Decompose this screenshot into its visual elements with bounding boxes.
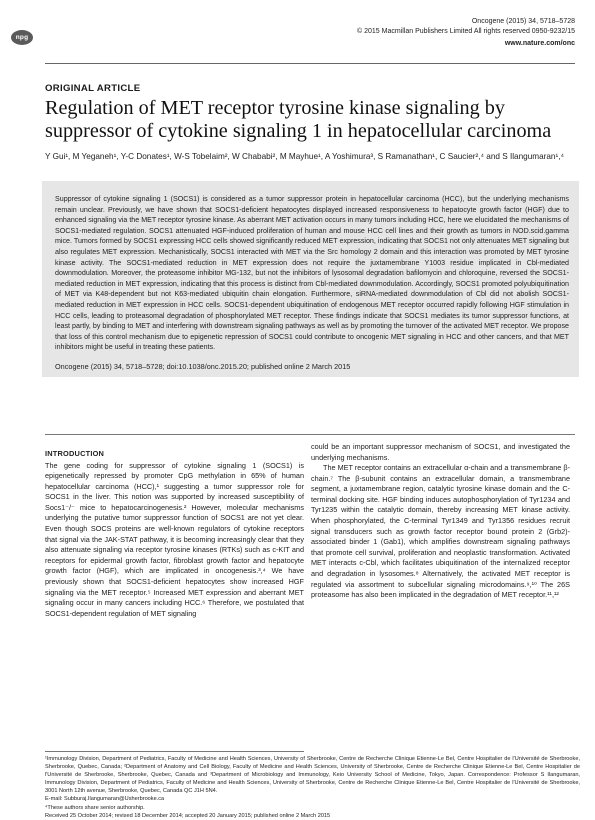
- article-citation: Oncogene (2015) 34, 5718–5728; doi:10.1038/onc.2015.20; published online 2 March 2015: [55, 362, 351, 371]
- abstract-text: Suppressor of cytokine signaling 1 (SOCS1) is considered as a tumor suppressor protein in hepatocellular carcinoma (HCC), but the underlying mechanisms remain unclear. Previously, we have shown that SOCS1-deficient hepatocytes displayed increased responsiveness to hepatocyte growth factor (HGF) due to enhanced signaling via the MET receptor tyrosine kinase. As aberrant MET activation occurs in many tumors including HCC, here we elucidated the mechanisms of SOCS1-mediated regulation. SOCS1 attenuated HGF-induced proliferation of human and mouse HCC cell lines and their growth as tumors in NOD.scid.gamma mice. Tumors formed by SOCS1 expressing HCC cells showed significantly reduced MET expression, indicating that SOCS1 not only attenuates MET signaling but also regulates MET expression. Mechanistically, SOCS1 interacted with MET via the Src homology 2 domain and this interaction was promoted by MET tyrosine kinase activity. The SOCS1-mediated reduction in MET expression does not require the juxtamembrane Y1003 residue implicated in Cbl-mediated downmodulation. Moreover, the proteasome inhibitor MG-132, but not the inhibitors of lysosomal degradation bafilomycin and chloroquine, reversed the SOCS1-mediated reduction in MET expression, indicating that this process is distinct from Cbl-mediated downmodulation. Accordingly, SOCS1 promoted polyubiquitination of MET via K48-dependent but not K63-mediated ubiquitin chain elongation. Furthermore, siRNA-mediated downmodulation of Cbl did not abolish SOCS1-mediated reduction in MET expression in HCC cells. SOCS1-dependent ubiquitination of endogenous MET receptor occurred rapidly following HGF stimulation in HCC cells, leading to proteasomal degradation of phosphorylated MET receptor. These findings indicate that SOCS1 mediates its tumor suppressor functions, at least partly, by binding to MET and interfering with downstream signaling pathways as well as by promoting the turnover of the activated MET receptor. We propose that loss of this control mechanism due to epigenetic repression of SOCS1 could contribute to oncogenic MET signaling in HCC and other cancers, and that MET inhibitors might be useful in treating these patients.: [55, 195, 569, 352]
- affiliations-text: ¹Immunology Division, Department of Pediatrics, Faculty of Medicine and Health Sciences, University of Sherbrooke, Centre de Recherche Clinique Etienne-Le Bel, Centre Hospitalier de l'Université de Sherbrooke, Sherbrooke, Quebec, Canada; ²Department of Anatomy and Cell Biology, Faculty of Medicine and Health Sciences, University of Sherbrooke, Centre de Recherche Clinique Etienne-Le Bel, Centre Hospitalier de l'Université de Sherbrooke, Sherbrooke, Quebec, Canada and ³Department of Microbiology and Immunology, Keio University School of Medicine, Tokyo, Japan. Correspondence: Professor S Ilangumaran, Immunology Division, Department of Pediatrics, Faculty of Medicine and Health Sciences, University of Sherbrooke, Centre de Recherche Clinique Etienne-Le Bel, Centre Hospitalier de l'Université de Sherbrooke, 3001 North 12th avenue, Sherbrooke, Quebec, Canada QC J1H 5N4.: [45, 756, 580, 795]
- article-title: Regulation of MET receptor tyrosine kinase signaling by suppressor of cytokine signaling 1 in hepatocellular carcinoma: [45, 97, 552, 142]
- footnote-divider: [45, 751, 304, 752]
- introduction-heading: INTRODUCTION: [45, 449, 105, 458]
- copyright-line: © 2015 Macmillan Publishers Limited All rights reserved 0950-9232/15: [357, 27, 575, 35]
- journal-citation-line: Oncogene (2015) 34, 5718–5728: [471, 18, 575, 25]
- introduction-paragraph: The gene coding for suppressor of cytokine signaling 1 (SOCS1) is epigenetically repressed by promoter CpG methylation in 65% of human hepatocellular carcinoma (HCC),¹ suggesting a tumor suppressor role for SOCS1 in the liver. This notion was supported by increased susceptibility of Socs1⁻/⁻ mice to hepatocarcinogenesis.² However, molecular mechanisms underlying the putative tumor suppressor function of SOCS1 are not yet clear. Even though SOCS proteins are well-known regulators of cytokine receptors that signal via the JAK-STAT pathway, it is becoming increasingly clear that they also attenuate signaling via receptor tyrosine kinases (RTKs) such as c-KIT and receptors for epidermal growth factor, fibroblast growth factor and hepatocyte growth factor (HGF), which are implicated in oncogenesis.³,⁴ We have previously shown that SOCS1-deficient hepatocytes show increased HGF signaling via the MET receptor.⁵ Increased MET expression and aberrant MET signaling occur in many cancers including HCC.⁶ Therefore, we postulated that SOCS1-dependent regulation of MET signaling: [45, 460, 304, 618]
- section-divider: [45, 434, 575, 435]
- body-column-right: [311, 442, 570, 601]
- publisher-logo: npg: [11, 30, 33, 45]
- journal-header: [357, 17, 575, 49]
- body-column-left: [45, 449, 304, 619]
- article-dates: Received 25 October 2014; revised 18 December 2014; accepted 20 January 2015; published online 2 March 2015: [45, 812, 331, 819]
- authorship-note: ⁴These authors share senior authorship.: [45, 804, 145, 811]
- footnotes: [45, 755, 580, 820]
- correspondence-email: E-mail: Subburaj.Ilangumaran@Usherbrooke.ca: [45, 796, 165, 803]
- article-type-label: ORIGINAL ARTICLE: [45, 83, 141, 94]
- body-paragraph-continued: could be an important suppressor mechanism of SOCS1, and investigated the underlying mechanisms.: [311, 442, 570, 462]
- journal-url-link[interactable]: www.nature.com/onc: [504, 40, 575, 48]
- author-list: Y Gui¹, M Yeganeh¹, Y-C Donates¹, W-S Tobelaim², W Chababi², M Mayhue¹, A Yoshimura³, S Ramanathan¹, C Saucier²,⁴ and S Ilangumaran¹,⁴: [45, 152, 564, 161]
- header-divider: [45, 63, 575, 64]
- met-receptor-paragraph: The MET receptor contains an extracellular α-chain and a transmembrane β-chain.⁷ The β-subunit contains an extracellular domain, a transmembrane segment, a juxtamembrane region, catalytic tyrosine kinase domain and the C-terminal docking site. HGF binding induces autophosphorylation of Tyr1234 and Tyr1235 within the catalytic domain, thereby increasing MET kinase activity. When phosphorylated, the C-terminal Tyr1349 and Tyr1356 residues recruit signal transducers such as growth factor receptor bound protein 2 (Grb2)-associated binder 1 (Gab1), which amplifies downstream signaling pathways that promote cell survival, proliferation and neoplastic transformation. Activated MET interacts c-Cbl, which facilitates ubiquitination of the internalized receptor and degradation in lysosomes.⁸ Alternatively, the activated MET receptor is regulated via assortment to subcellular signaling microdomains.⁹,¹⁰ The 26S proteasome has also been implicated in the degradation of MET receptor.¹¹,¹²: [311, 463, 570, 600]
